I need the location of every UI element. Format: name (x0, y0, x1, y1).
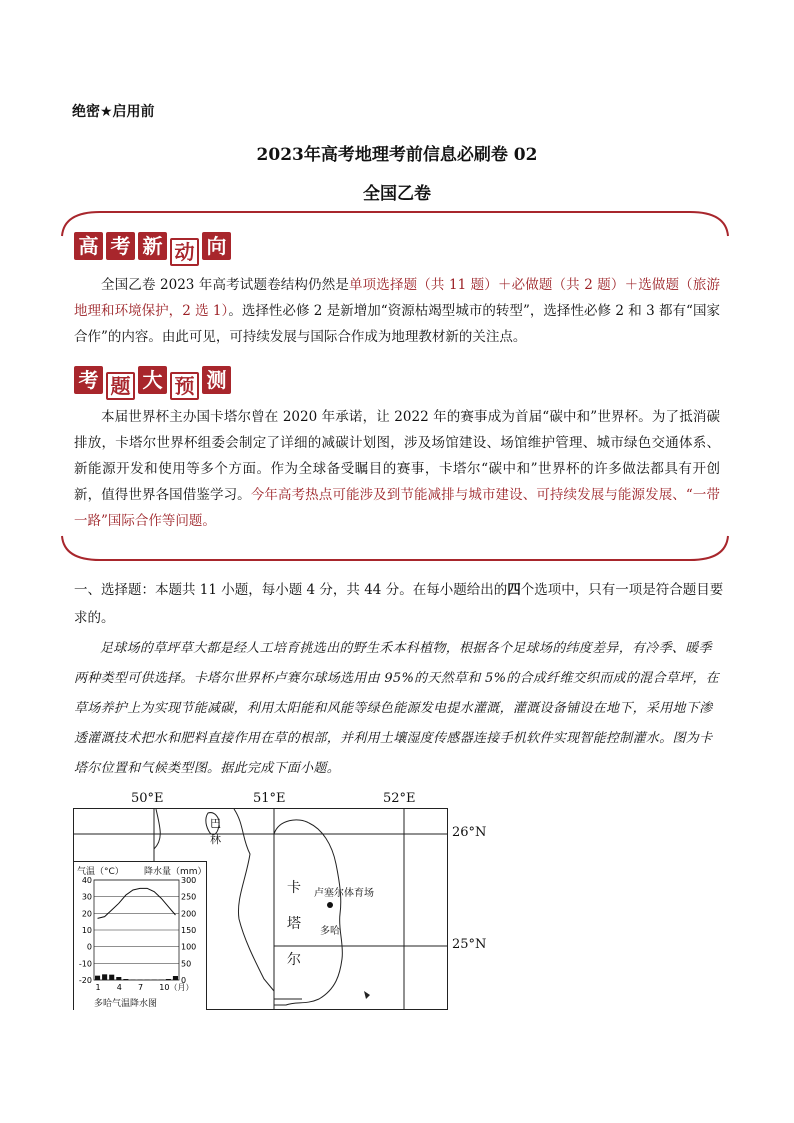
precip-tick-label: 50 (181, 959, 192, 969)
qatar-location-map (73, 808, 448, 1010)
country-char: 卡 (287, 880, 301, 896)
temp-tick-label: -10 (78, 959, 92, 969)
climate-caption: 多哈气温降水图 (94, 999, 158, 1009)
month-tick-label: 1 (95, 983, 101, 992)
stadium-label: 卢塞尔体育场 (314, 888, 374, 899)
precip-tick-label: 200 (181, 909, 197, 919)
precip-bar (173, 976, 178, 980)
precip-tick-label: 100 (181, 942, 197, 952)
climate-chart (74, 862, 206, 1010)
country-char: 塔 (287, 916, 301, 932)
tag-kaoti-dayuce (74, 366, 231, 400)
tag-char: 向 (202, 232, 231, 260)
precip-tick-label: 150 (181, 926, 197, 935)
tag-char: 新 (138, 232, 167, 260)
bahrain-char: 巴 (210, 817, 221, 830)
month-tick-label: 7 (138, 983, 144, 992)
para-highlight: 单项选择题（共 11 题）＋必做题（共 2 题）＋选做题（旅游地理和环境保护，2 选 1） (74, 277, 720, 319)
secret-label: 绝密★启用前 (72, 104, 155, 120)
precip-bar (152, 980, 157, 981)
precip-bar (145, 980, 150, 981)
temp-tick-label: 40 (81, 876, 92, 885)
tag-char: 预 (170, 372, 199, 400)
island-mark (364, 991, 370, 999)
para-text: 全国乙卷 2023 年高考试题卷结构仍然是 (101, 277, 349, 293)
qatar-coastline (274, 820, 342, 1005)
section2-paragraph (74, 404, 720, 534)
tag-char: 测 (202, 366, 231, 394)
para-text: 本届世界杯主办国卡塔尔曾在 2020 年承诺，让 2022 年的赛事成为首届“碳中和”世界杯。为了抵消碳排放，卡塔尔世界杯组委会制定了详细的减碳计划图，涉及场馆建设、场馆维护管理、城市绿色交通体系、新能源开发和使用等多个方面。作为全球备受瞩目的赛事，卡塔尔“碳中和”世界杯的许多做法都具有开创新，值得世界各国借鉴学习。 (74, 409, 720, 503)
precip-bar (138, 980, 143, 981)
month-tick-label: 10（月） (159, 983, 194, 992)
lat-label: 26°N (452, 825, 487, 840)
lon-label: 52°E (383, 791, 416, 806)
temp-tick-label: -20 (78, 976, 92, 985)
lon-label: 50°E (131, 791, 164, 806)
document-subtitle: 全国乙卷 (363, 184, 431, 204)
section1-paragraph (74, 272, 720, 350)
tag-char: 考 (74, 366, 103, 394)
precip-bar (116, 977, 121, 980)
para-text: 。选择性必修 2 是新增加“资源枯竭型城市的转型”，选择性必修 2 和 3 都有“国家合作”的内容。由此可见，可持续发展与国际合作成为地理教材新的关注点。 (74, 303, 720, 345)
precip-axis-label: 降水量（mm） (144, 867, 207, 877)
temp-tick-label: 10 (81, 926, 92, 935)
precip-bar (123, 979, 128, 980)
heading-text: 一、选择题：本题共 11 小题，每小题 4 分，共 44 分。在每小题给出的 (74, 582, 508, 598)
tag-char: 考 (106, 232, 135, 260)
temperature-line (98, 888, 176, 918)
lon-label: 51°E (253, 791, 286, 806)
precip-tick-label: 0 (181, 976, 187, 985)
precip-bar (109, 975, 114, 980)
tag-char: 大 (138, 366, 167, 394)
precip-bar (130, 980, 135, 981)
city-label: 多哈 (320, 926, 340, 937)
precip-bar (159, 980, 164, 981)
month-tick-label: 4 (116, 983, 122, 992)
temp-tick-label: 30 (81, 892, 92, 902)
bahrain-char: 林 (210, 833, 221, 846)
lat-label: 25°N (452, 937, 487, 952)
bottom-arc-decoration (60, 534, 730, 564)
tag-char: 题 (106, 372, 135, 400)
para-highlight: 今年高考热点可能涉及到节能减排与城市建设、可持续发展与能源发展、“一带一路”国际合作等问题。 (74, 487, 721, 529)
tag-char: 高 (74, 232, 103, 260)
temp-axis-label: 气温（°C） (77, 867, 124, 877)
question-heading (74, 576, 724, 632)
temp-tick-label: 0 (86, 942, 92, 952)
precip-tick-label: 250 (181, 892, 197, 902)
document-title: 2023年高考地理考前信息必刷卷 02 (256, 145, 538, 165)
tag-gaokao-xindongxiang (74, 232, 231, 266)
tag-char: 动 (170, 238, 199, 266)
heading-bold: 四 (507, 582, 521, 598)
question-passage: 足球场的草坪草大都是经人工培育挑选出的野生禾本科植物，根据各个足球场的纬度差异，有冷季、暖季两种类型可供选择。卡塔尔世界杯卢赛尔球场选用由 95%的天然草和 5%的合成纤维交织而成的混合草坪，在草场养护上为实现节能减碳，利用太阳能和风能等绿色能源发电提水灌溉，灌溉设备铺设在地下，采用地下渗透灌溉技术把水和肥料直接作用在草的根部，并利用土壤湿度传感器连接手机软件实现智能控制灌水。图为卡塔尔位置和气候类型图。据此完成下面小题。 (74, 641, 720, 776)
heading-text: 个选项中，只有一项是符合题目要求的。 (74, 582, 724, 626)
precip-bar (166, 979, 171, 980)
precip-tick-label: 300 (181, 876, 197, 885)
stadium-dot (327, 902, 333, 908)
temp-tick-label: 20 (81, 909, 92, 919)
country-char: 尔 (287, 952, 301, 968)
precip-bar (102, 974, 107, 980)
climate-chart-inset (74, 861, 207, 1010)
precip-bar (95, 976, 100, 980)
